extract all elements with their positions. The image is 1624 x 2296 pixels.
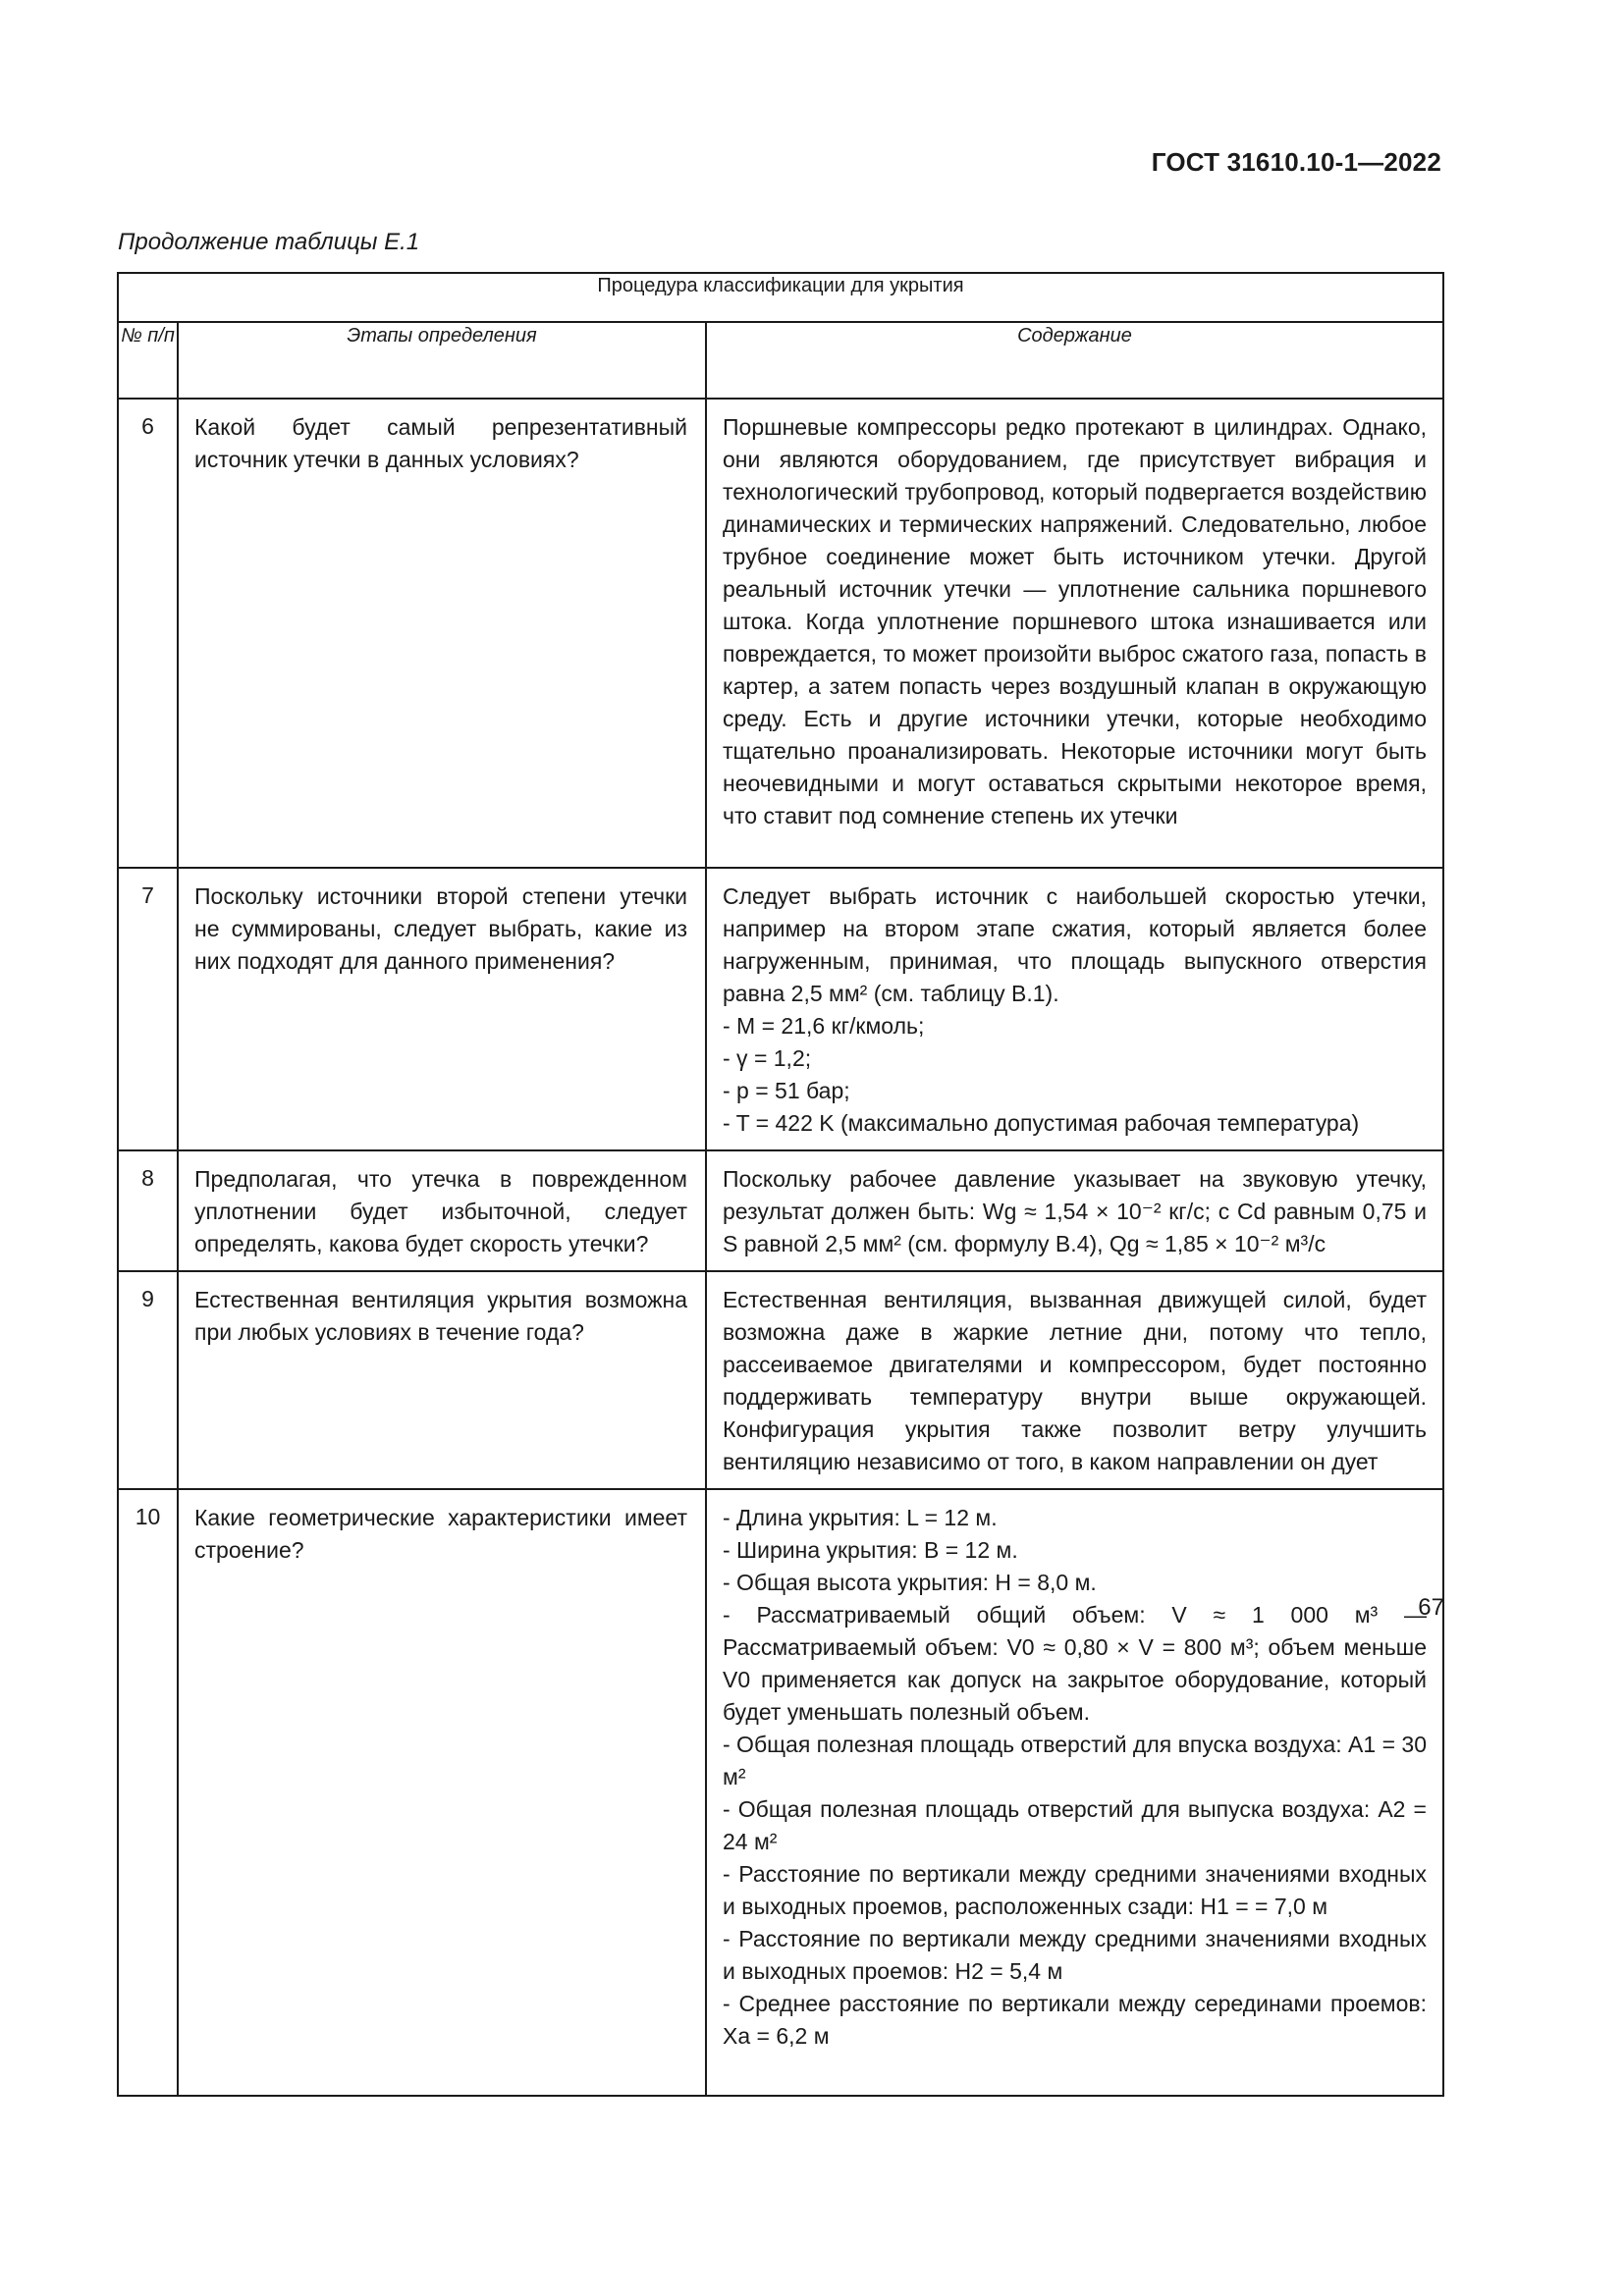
content-line: - p = 51 бар;: [723, 1078, 850, 1103]
content-line: - Общая полезная площадь отверстий для выпуска воздуха: A2 = 24 м²: [723, 1796, 1427, 1854]
content-line: - Общая высота укрытия: H = 8,0 м.: [723, 1570, 1097, 1595]
row-step: Какие геометрические характеристики имеет строение?: [178, 1489, 706, 2096]
row-step: Какой будет самый репрезентативный источник утечки в данных условиях?: [178, 399, 706, 868]
row-number: 6: [118, 399, 178, 868]
row-content: Поскольку рабочее давление указывает на звуковую утечку, результат должен быть: Wg ≈ 1,54 × 10⁻² кг/с; с Cd равным 0,75 и S равной 2,5 мм² (см. формулу В.4), Qg ≈ 1,85 × 10⁻² м³/с: [706, 1150, 1443, 1271]
content-line: Следует выбрать источник с наибольшей скоростью утечки, например на втором этапе сжатия, который является более нагруженным, принимая, что площадь выпускного отверстия равна 2,5 мм² (см. таблицу В.1).: [723, 883, 1427, 1006]
table-row: [118, 1489, 1443, 2096]
document-code: ГОСТ 31610.10-1—2022: [1151, 147, 1441, 177]
content-line: - Ширина укрытия: B = 12 м.: [723, 1537, 1018, 1563]
row-step: Поскольку источники второй степени утечки не суммированы, следует выбрать, какие из них подходят для данного применения?: [178, 868, 706, 1150]
row-step: Естественная вентиляция укрытия возможна при любых условиях в течение года?: [178, 1271, 706, 1489]
row-number: 7: [118, 868, 178, 1150]
content-line: - Среднее расстояние по вертикали между серединами проемов: Xa = 6,2 м: [723, 1991, 1427, 2049]
table-row: [118, 399, 1443, 868]
classification-table: [117, 272, 1444, 2097]
content-line: - M = 21,6 кг/кмоль;: [723, 1013, 925, 1039]
row-content: [706, 868, 1443, 1150]
content-line: - Расстояние по вертикали между средними значениями входных и выходных проемов: H2 = 5,4 м: [723, 1926, 1427, 1984]
content-line: - γ = 1,2;: [723, 1045, 812, 1071]
table-row: [118, 1271, 1443, 1489]
row-content: [706, 1489, 1443, 2096]
column-header-step: Этапы определения: [178, 322, 706, 399]
column-header-content: Содержание: [706, 322, 1443, 399]
content-line: - Рассматриваемый общий объем: V ≈ 1 000 м³ — Рассматриваемый объем: V0 ≈ 0,80 × V = 800 м³; объем меньше V0 применяется как допуск на закрытое оборудование, который будет уменьшать полезный объем.: [723, 1602, 1427, 1725]
column-header-num: № п/п: [118, 322, 178, 399]
row-number: 10: [118, 1489, 178, 2096]
row-content: Поршневые компрессоры редко протекают в цилиндрах. Однако, они являются оборудованием, где присутствует вибрация и технологический трубопровод, который подвергается воздействию динамических и термических напряжений. Следовательно, любое трубное соединение может быть источником утечки. Другой реальный источник утечки — уплотнение сальника поршневого штока. Когда уплотнение поршневого штока изнашивается или повреждается, то может произойти выброс сжатого газа, попасть в картер, а затем попасть через воздушный клапан в окружающую среду. Есть и другие источники утечки, которые необходимо тщательно проанализировать. Некоторые источники могут быть неочевидными и могут оставаться скрытыми некоторое время, что ставит под сомнение степень их утечки: [706, 399, 1443, 868]
content-line: - Общая полезная площадь отверстий для впуска воздуха: A1 = 30 м²: [723, 1732, 1427, 1789]
row-content: Естественная вентиляция, вызванная движущей силой, будет возможна даже в жаркие летние дни, потому что тепло, рассеиваемое двигателями и компрессором, будет постоянно поддерживать температуру внутри выше окружающей. Конфигурация укрытия также позволит ветру улучшить вентиляцию независимо от того, в каком направлении он дует: [706, 1271, 1443, 1489]
page-number: 67: [1418, 1594, 1444, 1621]
row-step: Предполагая, что утечка в поврежденном уплотнении будет избыточной, следует определять, какова будет скорость утечки?: [178, 1150, 706, 1271]
table-row: [118, 1150, 1443, 1271]
content-line: - T = 422 K (максимально допустимая рабочая температура): [723, 1110, 1360, 1136]
content-line: - Длина укрытия: L = 12 м.: [723, 1505, 998, 1530]
table-title: Процедура классификации для укрытия: [118, 273, 1443, 322]
content-line: - Расстояние по вертикали между средними значениями входных и выходных проемов, расположенных сзади: H1 = = 7,0 м: [723, 1861, 1427, 1919]
table-caption: Продолжение таблицы Е.1: [118, 229, 420, 255]
row-number: 8: [118, 1150, 178, 1271]
row-number: 9: [118, 1271, 178, 1489]
table-row: [118, 868, 1443, 1150]
